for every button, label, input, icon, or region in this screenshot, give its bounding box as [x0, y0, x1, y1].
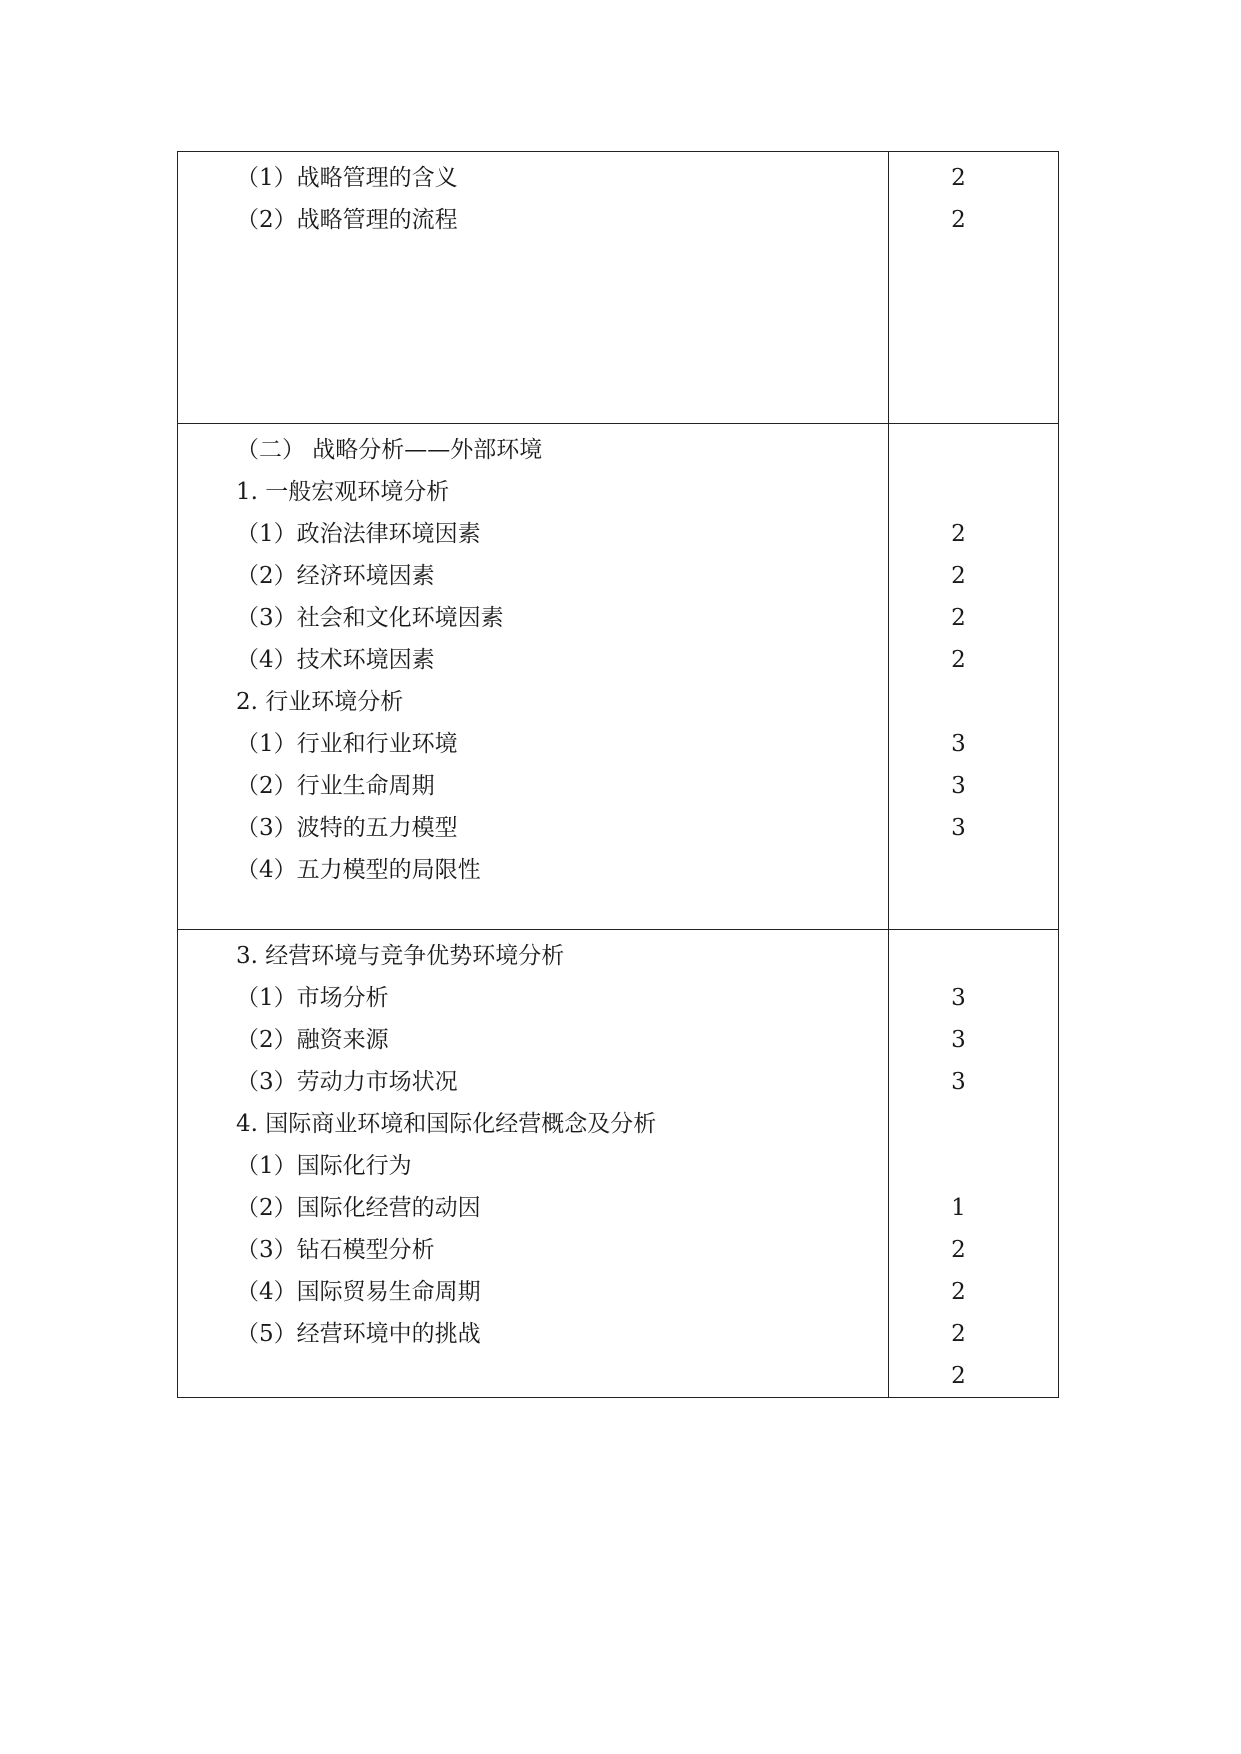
level-value — [889, 471, 1058, 513]
level-value: 2 — [951, 521, 966, 547]
content-line: （2）行业生命周期 — [236, 773, 435, 799]
level-value — [889, 935, 1058, 977]
content-line: （1）国际化行为 — [236, 1153, 412, 1179]
content-cell — [178, 152, 889, 424]
level-value: 2 — [951, 1363, 966, 1389]
level-value: 1 — [951, 1195, 966, 1221]
level-value — [889, 429, 1058, 471]
content-cell — [178, 930, 889, 1398]
content-line: （4）技术环境因素 — [236, 647, 435, 673]
level-value: 2 — [951, 165, 966, 191]
level-value: 2 — [951, 1321, 966, 1347]
content-line: （3）劳动力市场状况 — [236, 1069, 458, 1095]
level-value: 3 — [951, 815, 966, 841]
level-cell — [889, 424, 1059, 930]
level-value: 2 — [951, 207, 966, 233]
table-row — [178, 152, 1059, 424]
level-value — [889, 1145, 1058, 1187]
content-line: （3）社会和文化环境因素 — [236, 605, 504, 631]
section-heading: （二） 战略分析——外部环境 — [236, 437, 543, 463]
content-line: （4）国际贸易生命周期 — [236, 1279, 481, 1305]
content-line: （2）战略管理的流程 — [236, 207, 458, 233]
content-line: （1）市场分析 — [236, 985, 389, 1011]
content-line — [178, 1355, 888, 1397]
content-line: （2）国际化经营的动因 — [236, 1195, 481, 1221]
content-line: （4）五力模型的局限性 — [236, 857, 481, 883]
level-cell — [889, 930, 1059, 1398]
level-value: 2 — [951, 563, 966, 589]
content-line: 1. 一般宏观环境分析 — [236, 479, 450, 505]
content-line: （2）经济环境因素 — [236, 563, 435, 589]
syllabus-table — [177, 151, 1059, 1398]
content-line: （1）政治法律环境因素 — [236, 521, 481, 547]
level-value: 2 — [951, 1237, 966, 1263]
level-value: 3 — [951, 985, 966, 1011]
level-cell — [889, 152, 1059, 424]
table-row — [178, 424, 1059, 930]
level-value: 2 — [951, 647, 966, 673]
content-line: （5）经营环境中的挑战 — [236, 1321, 481, 1347]
content-line: （1）行业和行业环境 — [236, 731, 458, 757]
content-line: （3）钻石模型分析 — [236, 1237, 435, 1263]
level-value: 2 — [951, 605, 966, 631]
level-value: 2 — [951, 1279, 966, 1305]
content-line: 4. 国际商业环境和国际化经营概念及分析 — [236, 1111, 657, 1137]
content-line: 3. 经营环境与竞争优势环境分析 — [236, 943, 565, 969]
level-value: 3 — [951, 1027, 966, 1053]
level-value — [889, 681, 1058, 723]
level-value: 3 — [951, 1069, 966, 1095]
content-line: （2）融资来源 — [236, 1027, 389, 1053]
content-line: （3）波特的五力模型 — [236, 815, 458, 841]
level-value — [889, 1103, 1058, 1145]
level-value — [889, 849, 1058, 891]
content-line: 2. 行业环境分析 — [236, 689, 404, 715]
content-cell — [178, 424, 889, 930]
content-line: （1）战略管理的含义 — [236, 165, 458, 191]
level-value: 3 — [951, 731, 966, 757]
table-row — [178, 930, 1059, 1398]
level-value: 3 — [951, 773, 966, 799]
